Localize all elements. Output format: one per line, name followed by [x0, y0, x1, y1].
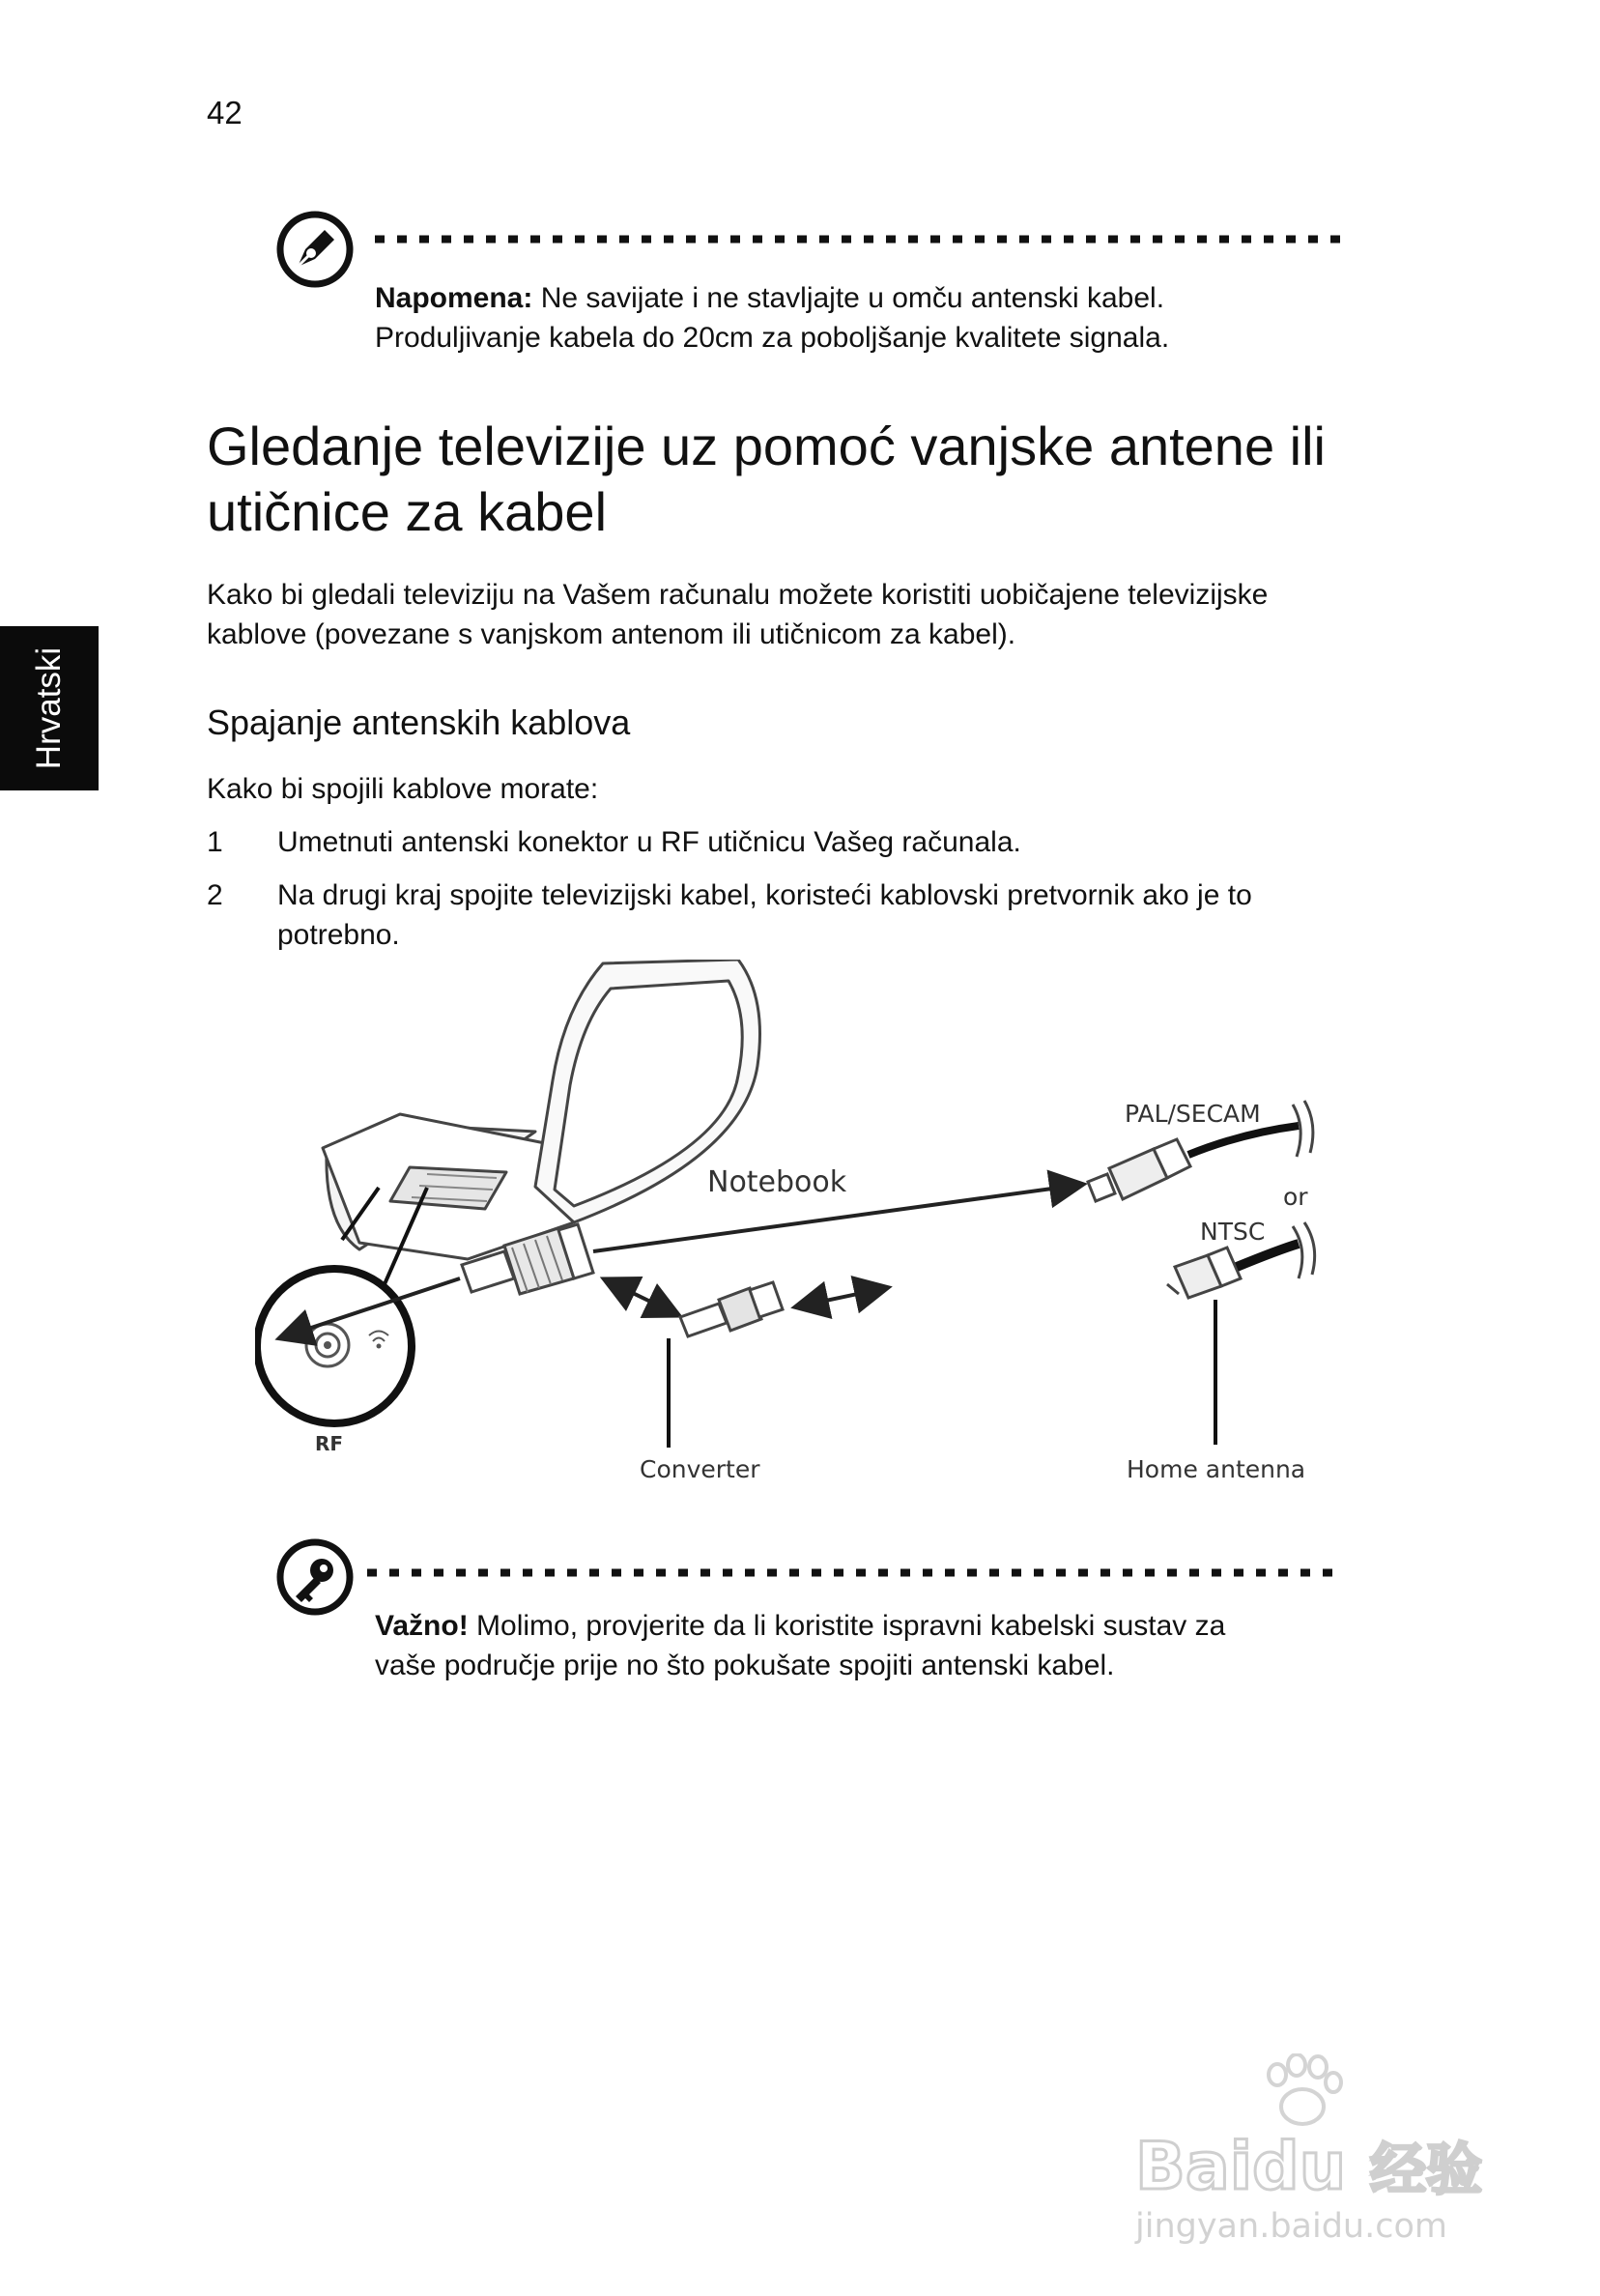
important-line2: vaše područje prije no što pokušate spojiti antenski kabel. — [375, 1650, 1115, 1681]
section-title-line2: utičnice za kabel — [207, 481, 608, 542]
important-text — [375, 1606, 1341, 1685]
rf-label: RF — [315, 1432, 344, 1455]
section-title — [207, 414, 1395, 545]
watermark-url: jingyan.baidu.com — [1135, 2207, 1447, 2246]
ntsc-label: NTSC — [1200, 1218, 1266, 1246]
step-2-number: 2 — [207, 879, 223, 911]
language-tab — [0, 626, 99, 790]
converter-illustration — [680, 1282, 783, 1336]
step-2-text — [277, 875, 1359, 955]
note-text — [375, 278, 1341, 358]
step-1-text: Umetnuti antenski konektor u RF utičnicu Vašeg računala. — [277, 826, 1021, 858]
intro-line1: Kako bi gledali televiziju na Vašem računalu možete koristiti uobičajene televizijske — [207, 579, 1269, 611]
language-tab-label: Hrvatski — [30, 646, 68, 770]
intro-paragraph — [207, 575, 1405, 654]
section-title-line1: Gledanje televizije uz pomoć vanjske antene ili — [207, 416, 1326, 476]
watermark-service: 经验 — [1370, 2137, 1483, 2202]
step-2-line2: potrebno. — [277, 919, 400, 951]
watermark-brand: Baidu — [1135, 2129, 1347, 2205]
page-number: 42 — [207, 95, 243, 130]
important-key-icon — [276, 1538, 354, 1616]
antenna-connection-diagram — [255, 960, 1347, 1515]
note-line2: Produljivanje kabela do 20cm za poboljšanje kvalitete signala. — [375, 322, 1170, 354]
note-line1: Ne savijate i ne stavljajte u omču antenski kabel. — [532, 282, 1165, 314]
notebook-illustration — [323, 960, 760, 1259]
or-label: or — [1283, 1183, 1308, 1211]
home-antenna-label: Home antenna — [1127, 1455, 1306, 1483]
pen-note-icon — [276, 211, 354, 288]
pal-secam-label: PAL/SECAM — [1125, 1100, 1261, 1128]
important-label: Važno! — [375, 1610, 469, 1642]
important-line1: Molimo, provjerite da li koristite ispravni kabelski sustav za — [468, 1610, 1226, 1642]
intro-line2: kablove (povezane s vanjskom antenom ili utičnicom za kabel). — [207, 618, 1016, 650]
subsection-title: Spajanje antenskih kablova — [207, 703, 631, 742]
important-divider — [367, 1568, 1343, 1577]
notebook-label: Notebook — [707, 1165, 847, 1199]
converter-label: Converter — [640, 1455, 760, 1483]
baidu-jingyan-watermark — [1130, 2053, 1507, 2247]
step-2-line1: Na drugi kraj spojite televizijski kabel, koristeći kablovski pretvornik ako je to — [277, 879, 1252, 911]
paw-icon — [1269, 2054, 1341, 2124]
arrow-converter-to-ntsc — [798, 1288, 885, 1306]
arrow-plug-to-converter — [607, 1280, 676, 1314]
note-divider — [375, 235, 1351, 244]
lead-paragraph: Kako bi spojili kablove morate: — [207, 773, 599, 805]
step-1-number: 1 — [207, 826, 223, 858]
note-label: Napomena: — [375, 282, 533, 314]
